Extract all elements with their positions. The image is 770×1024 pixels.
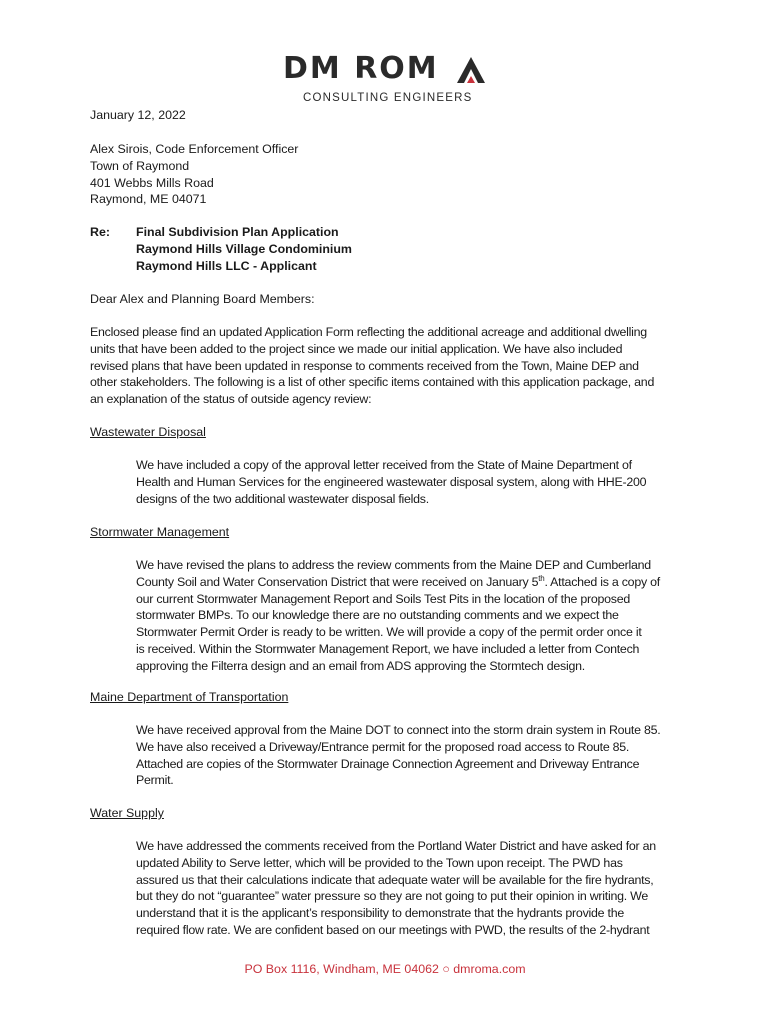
paragraph-line: an explanation of the status of outside agency review: xyxy=(90,392,372,407)
intro-paragraph xyxy=(90,324,690,408)
paragraph-line: required flow rate. We are confident based on our meetings with PWD, the results of the 2-hydrant xyxy=(136,922,650,937)
subject-line: Final Subdivision Plan Application xyxy=(136,225,339,239)
paragraph-line: is received. Within the Stormwater Management Report, we have included a letter from Contech xyxy=(136,641,640,656)
paragraph-line: Enclosed please find an updated Application Form reflecting the additional acreage and additional dwelling xyxy=(90,325,647,339)
address-line: Town of Raymond xyxy=(90,158,190,173)
paragraph-line: We have also received a Driveway/Entrance permit for the proposed road access to Route 85. xyxy=(136,739,630,754)
section-heading-stormwater: Stormwater Management xyxy=(90,525,230,539)
paragraph-line: designs of the two additional wastewater disposal fields. xyxy=(136,491,429,506)
address-line: Alex Sirois, Code Enforcement Officer xyxy=(90,142,299,156)
section-body-stormwater xyxy=(136,557,684,675)
paragraph-line: Health and Human Services for the engineered wastewater disposal system, along with HHE-200 xyxy=(136,474,647,489)
subject-line: Raymond Hills LLC - Applicant xyxy=(136,259,317,273)
paragraph-line: our current Stormwater Management Report and Soils Test Pits in the location of the proposed xyxy=(136,591,631,606)
section-body-water-supply xyxy=(136,838,684,939)
paragraph-line: other stakeholders. The following is a list of other specific items contained with this application package, and xyxy=(90,375,655,390)
subject-block xyxy=(90,224,690,276)
letter-date: January 12, 2022 xyxy=(90,108,186,122)
paragraph-line: assured us that their calculations indicate that adequate water will be available for the fire hydrants, xyxy=(136,872,654,887)
subject-label: Re: xyxy=(90,225,110,239)
section-body-mdot xyxy=(136,722,684,789)
logo-tagline: CONSULTING ENGINEERS xyxy=(303,92,473,104)
paragraph-line: Attached are copies of the Stormwater Drainage Connection Agreement and Driveway Entrance xyxy=(136,756,640,771)
section-heading-water-supply: Water Supply xyxy=(90,806,164,820)
section-heading-mdot: Maine Department of Transportation xyxy=(90,690,289,704)
paragraph-line: We have received approval from the Maine DOT to connect into the storm drain system in Route 85. xyxy=(136,723,661,737)
paragraph-line: understand that it is the applicant’s responsibility to demonstrate that the hydrants provide the xyxy=(136,906,624,921)
salutation: Dear Alex and Planning Board Members: xyxy=(90,292,315,306)
address-line: Raymond, ME 04071 xyxy=(90,192,207,207)
paragraph-line: We have addressed the comments received from the Portland Water District and have asked for an xyxy=(136,839,656,853)
section-body-wastewater xyxy=(136,457,684,507)
logo-a-mark xyxy=(457,57,485,83)
paragraph-line: County Soil and Water Conservation District that were received on January 5th. Attached is a copy of xyxy=(136,573,660,589)
address-line: 401 Webbs Mills Road xyxy=(90,175,214,190)
paragraph-line: updated Ability to Serve letter, which will be provided to the Town upon receipt. The PWD has xyxy=(136,855,623,870)
paragraph-line: stormwater BMPs. To our knowledge there are no outstanding comments and we expect the xyxy=(136,608,619,623)
paragraph-line: We have included a copy of the approval letter received from the State of Maine Department of xyxy=(136,458,632,472)
letterhead-footer: PO Box 1116, Windham, ME 04062 ○ dmroma.com xyxy=(244,962,526,976)
logo-wordmark: DM ROM xyxy=(283,51,439,86)
paragraph-line: revised plans that have been updated in response to comments received from the Town, Maine DEP and xyxy=(90,358,639,373)
paragraph-line: but they do not “guarantee” water pressure so they are not going to put their opinion in writing. We xyxy=(136,889,649,904)
section-heading-wastewater: Wastewater Disposal xyxy=(90,425,206,439)
recipient-address xyxy=(90,141,690,208)
subject-line: Raymond Hills Village Condominium xyxy=(136,242,352,256)
paragraph-line: Permit. xyxy=(136,773,174,788)
paragraph-line: approving the Filterra design and an email from ADS approving the Stormtech design. xyxy=(136,658,585,673)
paragraph-line: Stormwater Permit Order is ready to be written. We will provide a copy of the permit order once it xyxy=(136,625,642,640)
paragraph-line: We have revised the plans to address the review comments from the Maine DEP and Cumberland xyxy=(136,558,651,572)
company-logo xyxy=(283,52,488,106)
paragraph-line: units that have been added to the project since we made our initial application. We have also included xyxy=(90,341,623,356)
